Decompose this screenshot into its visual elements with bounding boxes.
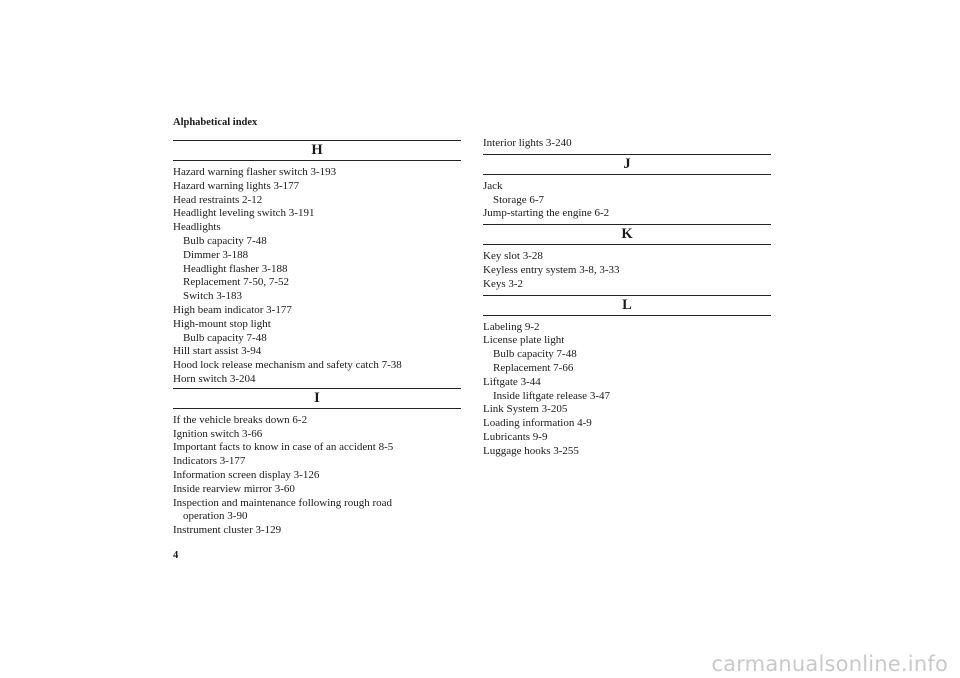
index-subentry: Switch 3-183 — [183, 290, 242, 303]
index-entry: Keyless entry system 3-8, 3-33 — [483, 263, 620, 276]
index-entry: If the vehicle breaks down 6-2 — [173, 413, 308, 426]
index-entry: Interior lights 3-240 — [483, 137, 572, 149]
watermark-text: carmanualsonline.info — [711, 652, 948, 676]
index-subentry: Dimmer 3-188 — [183, 248, 249, 261]
index-entry: Loading information 4-9 — [483, 417, 592, 430]
index-column-left — [173, 140, 461, 538]
index-entry: Headlights — [173, 221, 221, 234]
index-entry: High-mount stop light — [173, 317, 271, 330]
index-entry: Hill start assist 3-94 — [173, 345, 262, 358]
index-subentry: Inside liftgate release 3-47 — [493, 389, 610, 402]
index-subentry: Bulb capacity 7-48 — [493, 348, 577, 361]
index-entry: License plate light — [483, 334, 565, 347]
index-entry: Hazard warning flasher switch 3-193 — [173, 166, 337, 178]
index-section-k — [483, 224, 771, 291]
index-entry: Important facts to know in case of an accident 8-5 — [173, 441, 394, 454]
section-letter-k: K — [483, 224, 771, 245]
index-section-j — [483, 154, 771, 221]
index-entry: Labeling 9-2 — [483, 320, 540, 333]
index-section-h — [173, 140, 461, 387]
index-entry: High beam indicator 3-177 — [173, 303, 292, 316]
index-entry: Head restraints 2-12 — [173, 193, 263, 206]
index-subentry: Replacement 7-50, 7-52 — [183, 276, 289, 289]
index-subentry: Bulb capacity 7-48 — [183, 331, 267, 344]
section-letter-l: L — [483, 295, 771, 316]
index-entry: Key slot 3-28 — [483, 250, 543, 263]
index-entry: Information screen display 3-126 — [173, 468, 320, 481]
page-title: Alphabetical index — [173, 117, 258, 128]
index-entry: Hazard warning lights 3-177 — [173, 179, 300, 192]
index-subentry: Bulb capacity 7-48 — [183, 234, 267, 247]
index-entry: Lubricants 9-9 — [483, 430, 548, 443]
index-entry: Link System 3-205 — [483, 403, 568, 416]
section-letter-j: J — [483, 154, 771, 175]
index-entry: Liftgate 3-44 — [483, 375, 541, 388]
index-entry: Horn switch 3-204 — [173, 372, 256, 385]
index-entry: Luggage hooks 3-255 — [483, 444, 579, 457]
page-number: 4 — [173, 550, 179, 561]
index-section-l — [483, 295, 771, 459]
index-entry: Instrument cluster 3-129 — [173, 524, 282, 537]
index-entry: Ignition switch 3-66 — [173, 427, 263, 440]
index-section-i — [173, 388, 461, 538]
index-subentry: Replacement 7-66 — [493, 361, 574, 374]
index-entry: Inside rearview mirror 3-60 — [173, 482, 295, 495]
index-subentry: Headlight flasher 3-188 — [183, 262, 288, 275]
index-column-right — [483, 137, 771, 459]
index-entry: Inspection and maintenance following rough road — [173, 496, 393, 509]
index-entry: Jack — [483, 179, 503, 192]
index-entry: Jump-starting the engine 6-2 — [483, 207, 610, 220]
index-subentry: Storage 6-7 — [493, 193, 545, 206]
index-entry: Headlight leveling switch 3-191 — [173, 207, 315, 220]
index-entry: Indicators 3-177 — [173, 455, 246, 468]
section-letter-h: H — [173, 140, 461, 161]
index-entry: Keys 3-2 — [483, 277, 524, 290]
section-letter-i: I — [173, 388, 461, 409]
index-subentry: operation 3-90 — [183, 510, 248, 523]
index-entry: Hood lock release mechanism and safety catch 7-38 — [173, 359, 402, 372]
